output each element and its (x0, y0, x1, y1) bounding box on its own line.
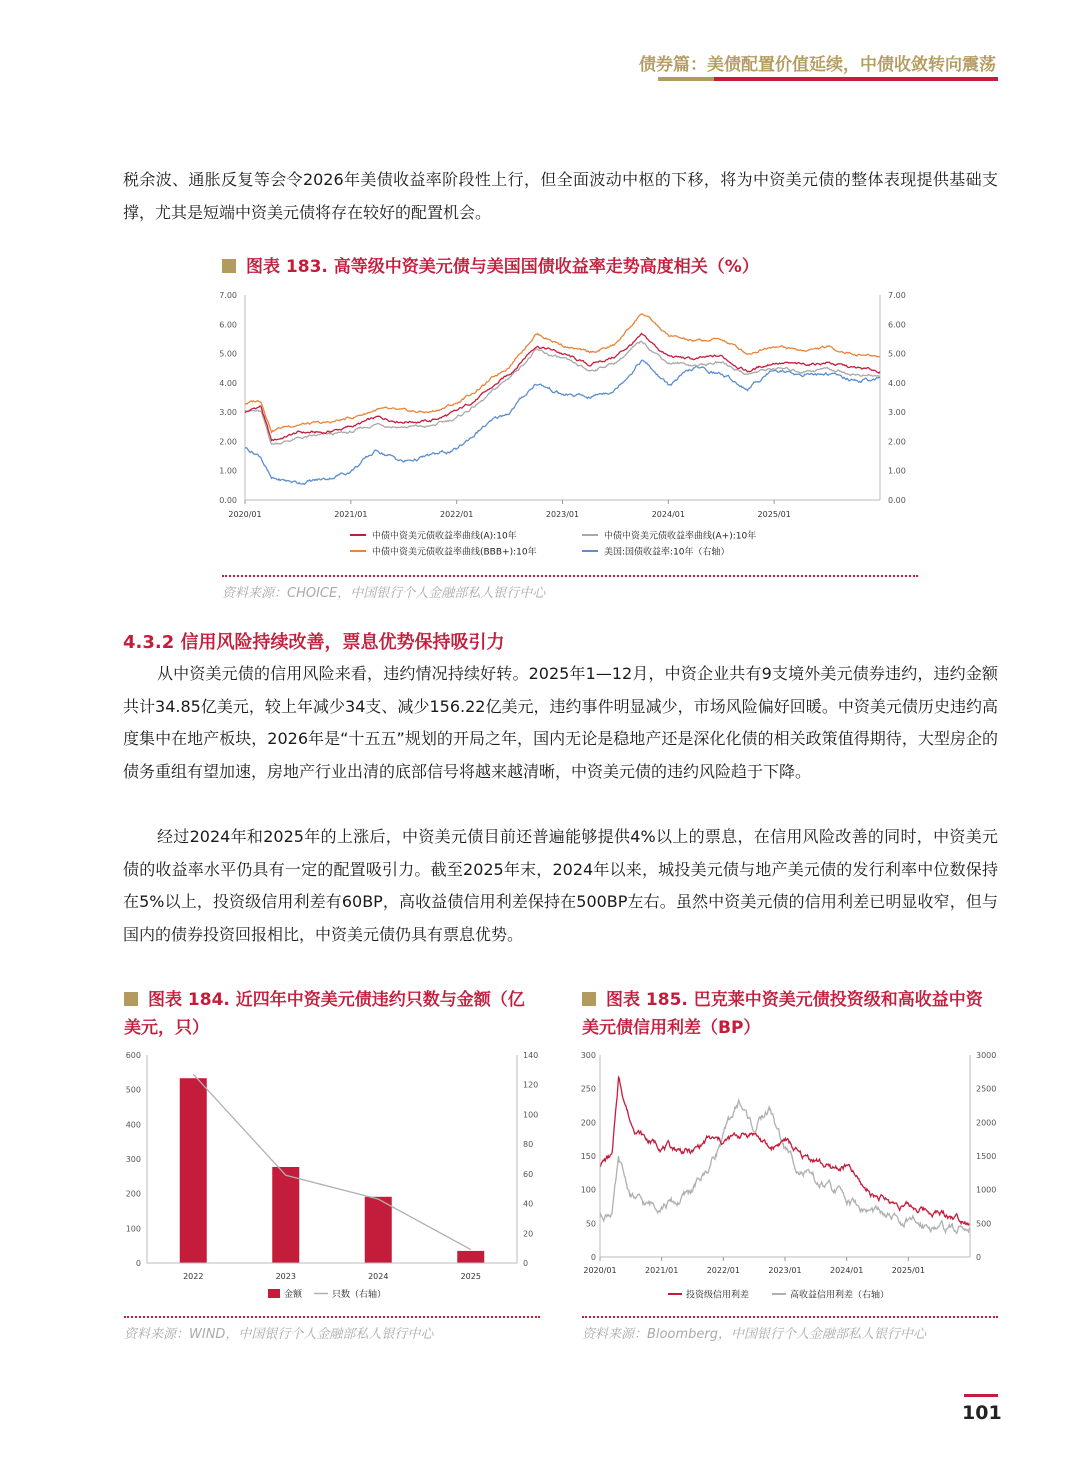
y-tick-label-left: 6.00 (219, 320, 237, 330)
x-tick-label: 2022 (183, 1272, 204, 1281)
figure-185-chart (572, 1045, 1002, 1307)
series-line-bbb (245, 314, 880, 432)
page-number: 101 (962, 1402, 1002, 1424)
y-tick-label-right: 60 (523, 1169, 534, 1179)
x-tick-label: 2023/01 (768, 1266, 802, 1275)
y-tick-label-right: 20 (523, 1229, 534, 1239)
y-tick-label-left: 400 (125, 1120, 141, 1130)
y-tick-label-right: 80 (523, 1140, 534, 1150)
y-tick-label-left: 100 (580, 1185, 596, 1195)
hy-spread-line (600, 1100, 970, 1233)
y-tick-label-right: 3.00 (888, 408, 906, 418)
y-tick-label-right: 2.00 (888, 437, 906, 447)
y-tick-label-right: 1500 (976, 1152, 997, 1161)
header-rule-accent (658, 77, 714, 81)
y-tick-label-left: 200 (125, 1189, 141, 1199)
y-tick-label-right: 2000 (976, 1118, 997, 1128)
y-tick-label-right: 500 (976, 1219, 992, 1229)
legend-label-hy: 高收益信用利差（右轴） (790, 1290, 890, 1301)
legend-label-ig: 投资级信用利差 (686, 1290, 750, 1301)
y-tick-label-right: 0 (523, 1259, 529, 1268)
bar-2022 (180, 1078, 207, 1263)
y-tick-label-left: 250 (580, 1084, 596, 1094)
figure-184-divider (124, 1316, 540, 1318)
y-tick-label-left: 1.00 (219, 466, 237, 476)
y-tick-label-left: 300 (125, 1155, 141, 1164)
ig-spread-line (600, 1077, 970, 1225)
x-tick-label: 2025/01 (757, 510, 791, 519)
y-tick-label-left: 5.00 (219, 349, 237, 359)
bar-2024 (365, 1197, 392, 1263)
y-tick-label-left: 0.00 (219, 496, 237, 505)
x-tick-label: 2023 (275, 1272, 296, 1281)
count-line (193, 1074, 471, 1249)
series-line-a (245, 334, 880, 441)
y-tick-label-right: 100 (523, 1110, 539, 1120)
figure-184-title-line1: 图表 184. 近四年中资美元债违约只数与金额（亿 (148, 990, 525, 1010)
y-tick-label-right: 0 (976, 1253, 982, 1262)
x-tick-label: 2020/01 (583, 1266, 617, 1275)
figure-184-title-line2: 美元，只） (124, 1018, 209, 1038)
y-tick-label-left: 0 (135, 1259, 141, 1268)
series-line-aplus (245, 341, 880, 444)
figure-185-source: 资料来源：Bloomberg，中国银行个人金融部私人银行中心 (582, 1327, 926, 1342)
x-tick-label: 2024 (368, 1272, 389, 1281)
y-tick-label-left: 200 (580, 1118, 596, 1128)
figure-183-divider (222, 575, 918, 577)
x-tick-label: 2021/01 (334, 510, 368, 519)
series-line-ust (245, 360, 880, 484)
section-heading: 4.3.2 信用风险持续改善，票息优势保持吸引力 (123, 632, 505, 653)
bar-2023 (272, 1167, 299, 1263)
x-tick-label: 2023/01 (545, 510, 580, 519)
y-tick-label-right: 1000 (976, 1185, 997, 1195)
y-tick-label-right: 40 (523, 1199, 534, 1209)
y-tick-label-right: 120 (523, 1080, 539, 1090)
y-tick-label-right: 3000 (976, 1051, 997, 1060)
intro-paragraph: 税余波、通胀反复等会令2026年美债收益率阶段性上行，但全面波动中枢的下移，将为中资美元债的整体表现提供基础支撑，尤其是短端中资美元债将存在较好的配置机会。 (123, 170, 998, 222)
y-tick-label-right: 0.00 (888, 496, 906, 505)
y-tick-label-left: 0 (590, 1253, 596, 1262)
section-paragraph-1: 从中资美元债的信用风险来看，违约情况持续好转。2025年1—12月，中资企业共有9支境外美元债券违约，违约金额共计34.85亿美元，较上年减少34支、减少156.22亿美元，违约事件明显减少，市场风险偏好回暖。中资美元债历史违约高度集中在地产板块，2026年是“十五五”规划的开局之年，国内无论是稳地产还是深化化债的相关政策值得期待，大型房企的债务重组有望加速，房地产行业出清的底部信号将越来越清晰，中资美元债的违约风险趋于下降。 (123, 664, 998, 781)
y-tick-label-left: 3.00 (219, 408, 237, 418)
x-tick-label: 2024/01 (651, 510, 685, 519)
x-tick-label: 2022/01 (440, 510, 474, 519)
figure-185-title-line1: 图表 185. 巴克莱中资美元债投资级和高收益中资 (606, 990, 983, 1010)
y-tick-label-right: 6.00 (888, 320, 906, 330)
figure-185-title-line2: 美元债信用利差（BP） (582, 1018, 761, 1038)
y-tick-label-left: 4.00 (219, 378, 237, 388)
figure-183-chart (212, 285, 920, 570)
x-tick-label: 2025/01 (891, 1266, 925, 1275)
legend-label-ust: 美国:国债收益率:10年（右轴） (604, 547, 730, 558)
y-tick-label-left: 300 (580, 1051, 596, 1060)
figure-183-title (222, 253, 759, 281)
figure-marker-icon (582, 992, 596, 1006)
figure-184-title (124, 986, 554, 1042)
y-tick-label-right: 2500 (976, 1084, 997, 1094)
figure-183-source: 资料来源：CHOICE，中国银行个人金融部私人银行中心 (222, 586, 546, 601)
y-tick-label-left: 7.00 (219, 291, 237, 300)
bar-2025 (457, 1251, 484, 1263)
y-tick-label-left: 150 (580, 1152, 596, 1161)
x-tick-label: 2021/01 (645, 1266, 679, 1275)
figure-185-title (582, 986, 1002, 1042)
figure-184-source: 资料来源：WIND，中国银行个人金融部私人银行中心 (124, 1327, 434, 1342)
figure-184-chart (112, 1045, 552, 1307)
figure-marker-icon (222, 259, 236, 273)
y-tick-label-right: 140 (523, 1051, 539, 1060)
y-tick-label-right: 1.00 (888, 466, 906, 476)
x-tick-label: 2020/01 (228, 510, 262, 519)
x-tick-label: 2025 (460, 1272, 481, 1281)
legend-swatch-bar (268, 1289, 280, 1298)
legend-label-bar: 金额 (284, 1290, 303, 1300)
section-paragraph-2: 经过2024年和2025年的上涨后，中资美元债目前还普遍能够提供4%以上的票息，在信用风险改善的同时，中资美元债的收益率水平仍具有一定的配置吸引力。截至2025年末，2024年以来，城投美元债与地产美元债的发行利率中位数保持在5%以上，投资级信用利差有60BP，高收益债信用利差保持在500BP左右。虽然中资美元债的信用利差已明显收窄，但与国内的债券投资回报相比，中资美元债仍具有票息优势。 (123, 827, 998, 944)
y-tick-label-right: 7.00 (888, 291, 906, 300)
legend-label-line: 只数（右轴） (332, 1290, 387, 1300)
figure-185-divider (582, 1316, 998, 1318)
legend-label-aplus: 中债中资美元债收益率曲线(A+):10年 (604, 531, 757, 542)
y-tick-label-left: 100 (125, 1224, 141, 1234)
y-tick-label-left: 500 (125, 1085, 141, 1095)
y-tick-label-right: 5.00 (888, 349, 906, 359)
x-tick-label: 2022/01 (706, 1266, 740, 1275)
page-number-rule (964, 1394, 998, 1397)
running-header-title: 债券篇：美债配置价值延续，中债收敛转向震荡 (639, 55, 996, 75)
figure-183-title-text: 图表 183. 高等级中资美元债与美国国债收益率走势高度相关（%） (246, 257, 759, 277)
legend-label-a: 中债中资美元债收益率曲线(A):10年 (372, 531, 517, 542)
y-tick-label-left: 2.00 (219, 437, 237, 447)
x-tick-label: 2024/01 (830, 1266, 864, 1275)
legend-label-bbb: 中债中资美元债收益率曲线(BBB+):10年 (372, 547, 537, 558)
y-tick-label-right: 4.00 (888, 378, 906, 388)
y-tick-label-left: 50 (585, 1219, 596, 1229)
figure-marker-icon (124, 992, 138, 1006)
y-tick-label-left: 600 (125, 1051, 141, 1060)
